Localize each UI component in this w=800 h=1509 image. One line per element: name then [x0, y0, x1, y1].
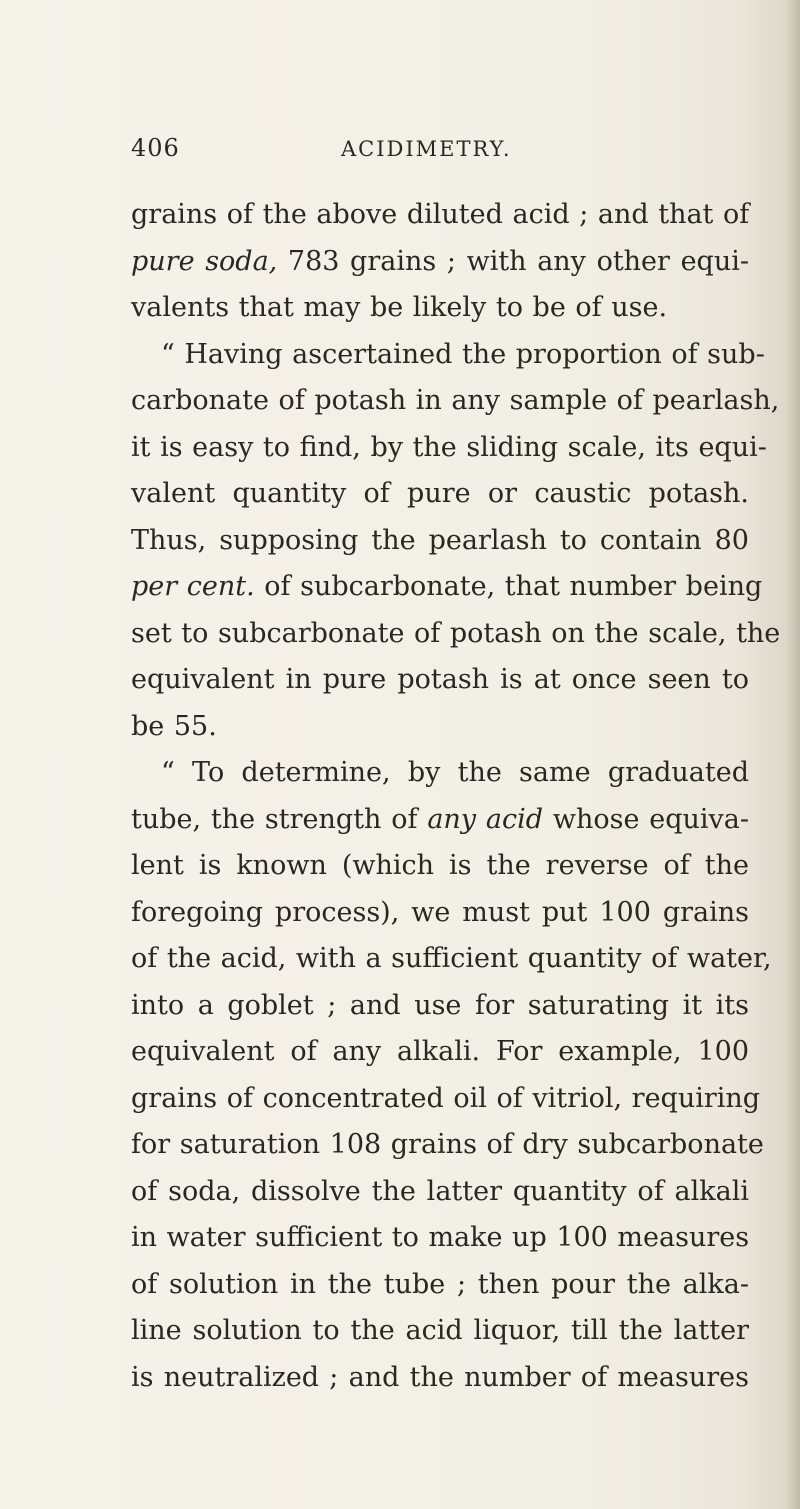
text-line: grains of the above diluted acid ; and that of	[131, 199, 750, 230]
body-text	[131, 192, 781, 1401]
text-line: set to subcarbonate of potash on the scale, the	[131, 617, 781, 649]
text-line: in water sufficient to make up 100 measures	[131, 1222, 750, 1253]
page-number: 406	[131, 134, 180, 162]
text-line: “ Having ascertained the proportion of sub-	[161, 338, 765, 370]
running-head: ACIDIMETRY.	[341, 137, 512, 161]
text-line: per cent. of subcarbonate, that number being	[131, 571, 763, 602]
text-line: it is easy to find, by the sliding scale, its equi-	[131, 431, 767, 463]
text-line: valent quantity of pure or caustic potash.	[131, 478, 749, 509]
text-line: is neutralized ; and the number of measures	[131, 1361, 749, 1393]
text-line: pure soda, 783 grains ; with any other equi-	[131, 245, 749, 277]
text-line: be 55.	[131, 710, 217, 742]
text-line: of solution in the tube ; then pour the alka-	[131, 1268, 749, 1300]
text-line: tube, the strength of any acid whose equiva-	[131, 803, 749, 835]
text-line: lent is known (which is the reverse of the	[131, 850, 749, 881]
text-line: carbonate of potash in any sample of pearlash,	[131, 385, 780, 416]
text-line: grains of concentrated oil of vitriol, requiring	[131, 1082, 761, 1114]
text-line: of soda, dissolve the latter quantity of alkali	[131, 1175, 749, 1207]
text-line: equivalent of any alkali. For example, 100	[131, 1036, 749, 1067]
text-line: line solution to the acid liquor, till the latter	[131, 1315, 749, 1346]
text-line: “ To determine, by the same graduated	[161, 757, 749, 788]
page-header	[131, 134, 749, 166]
text-line: into a goblet ; and use for saturating it its	[131, 989, 749, 1021]
text-line: of the acid, with a sufficient quantity of water,	[131, 943, 772, 974]
text-line: foregoing process), we must put 100 grains	[131, 896, 749, 928]
text-line: for saturation 108 grains of dry subcarbonate	[131, 1129, 764, 1160]
text-line: Thus, supposing the pearlash to contain 80	[131, 524, 749, 556]
text-line: equivalent in pure potash is at once seen to	[131, 664, 749, 695]
page-edge-shadow	[786, 0, 800, 1509]
text-line: valents that may be likely to be of use.	[131, 292, 668, 323]
